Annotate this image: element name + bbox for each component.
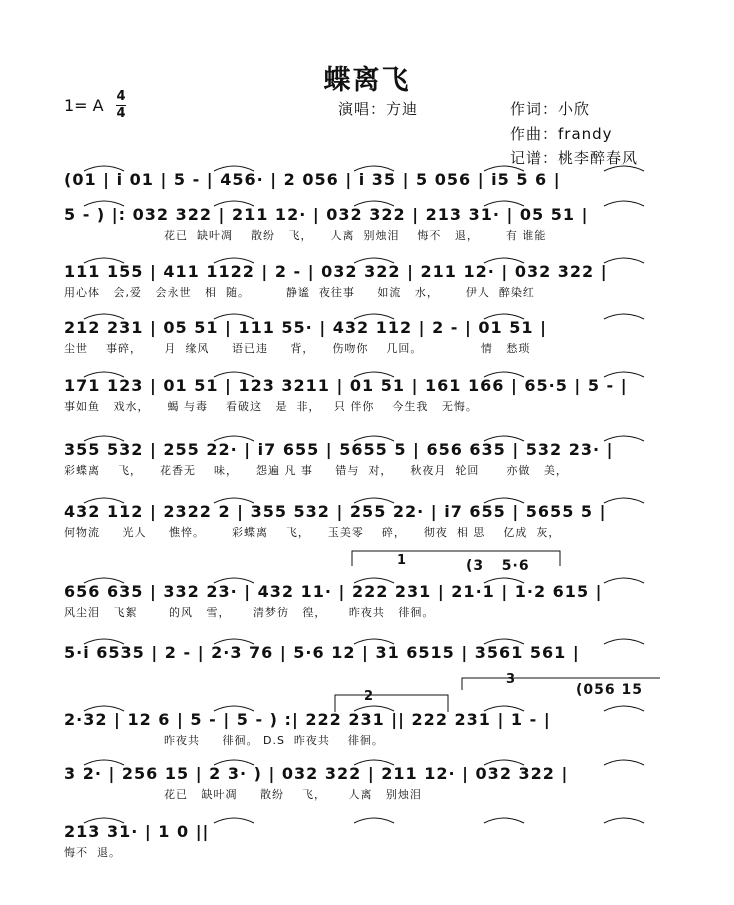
score-row [64,205,668,245]
slur-arc [484,818,524,823]
composer-credit: 作曲：frandy [510,125,613,143]
lyricist-credit: 作词：小欣 [510,100,591,118]
slur-arc [604,760,644,765]
row-notes: 213 31· | 1 0 || [64,822,210,841]
row-notes: 212 231 | 05 51 | 111 55· | 432 112 | 2 - | 01 51 | [64,318,547,337]
row-notes: 111 155 | 411 1122 | 2 - | 032 322 | 211 12· | 032 322 | [64,262,608,281]
row-lyrics: 昨夜共 徘徊。 D.S 昨夜共 徘徊。 [164,734,384,747]
row-notes: 171 123 | 01 51 | 123 3211 | 01 51 | 161 166 | 65·5 | 5 - | [64,376,628,395]
slur-arc [604,639,644,644]
volta-1-label: 1 [397,553,407,568]
overlay-notes-a: (3 5·6 [466,558,530,574]
row-lyrics: 尘世 事碎， 月 缘风 语已违 背， 伤吻你 几回。 情 愁琐 [64,342,531,355]
row-notes: 3 2· | 256 15 | 2 3· ) | 032 322 | 211 12· | 032 322 | [64,764,569,783]
time-signature [116,90,126,121]
slur-arc [604,258,644,263]
row-lyrics: 悔不 退。 [64,846,121,859]
overlay-notes-b: (056 15 [576,682,643,698]
key-signature: 1= A [64,96,104,115]
row-lyrics: 用心体 会,爱 会永世 相 随。 静谧 夜往事 如流 水， 伊人 醉染红 [64,286,535,299]
slur-arc [604,706,644,711]
row-lyrics: 彩蝶离 飞， 花香无 味， 怨遍 凡 事 错与 对， 秋夜月 轮回 亦做 美， [64,464,568,477]
row-notes: 656 635 | 332 23· | 432 11· | 222 231 | 21·1 | 1·2 615 | [64,582,603,601]
row-notes: 432 112 | 2322 2 | 355 532 | 255 22· | i7 655 | 5655 5 | [64,502,607,521]
row-notes: 5 - ) |: 032 322 | 211 12· | 032 322 | 213 31· | 05 51 | [64,205,589,224]
row-notes: (01 | i 01 | 5 - | 456· | 2 056 | i 35 | 5 056 | i5 5 6 | [64,170,561,189]
song-title: 蝶离飞 [323,65,411,96]
time-signature-top: 4 [116,89,126,104]
score-row [64,822,668,862]
singer-credit: 演唱：方迪 [338,100,419,118]
slur-arc [354,818,394,823]
transcriber-credit: 记谱：桃李醉春风 [510,149,639,167]
score-row [64,376,668,416]
time-signature-bottom: 4 [116,106,126,121]
score-row [64,582,668,622]
row-lyrics: 风尘泪 飞絮 的风 雪， 清梦彷 徨， 昨夜共 徘徊。 [64,606,435,619]
slur-arc [214,818,254,823]
row-lyrics: 事如鱼 戏水， 蝎 与毒 看破这 是 非， 只 伴你 今生我 无悔。 [64,400,478,413]
slur-arc [604,314,644,319]
slur-arc [604,818,644,823]
row-lyrics: 花已 缺叶凋 散纷 飞， 人离 别烛泪 悔不 退， 有 谁能 [164,229,547,242]
row-lyrics: 何物流 光人 憔悴。 彩蝶离 飞， 玉美零 碎， 彻夜 相 思 亿成 灰， [64,526,561,539]
score-row [64,643,668,683]
row-lyrics: 花已 缺叶凋 散纷 飞， 人离 别烛泪 [164,788,422,801]
score-row [64,710,668,750]
score-row [64,764,668,804]
row-notes: 5·i 6535 | 2 - | 2·3 76 | 5·6 12 | 31 6515 | 3561 561 | [64,643,580,662]
score-row [64,318,668,358]
score-row [64,502,668,542]
slur-arc [604,498,644,503]
score-row [64,440,668,480]
score-row [64,170,668,210]
slur-arc [604,578,644,583]
row-notes: 355 532 | 255 22· | i7 655 | 5655 5 | 656 635 | 532 23· | [64,440,614,459]
row-notes: 2·32 | 12 6 | 5 - | 5 - ) :| 222 231 || 222 231 | 1 - | [64,710,551,729]
volta-2-label: 2 [364,689,374,704]
volta-3-label: 3 [506,672,516,687]
score-row [64,262,668,302]
